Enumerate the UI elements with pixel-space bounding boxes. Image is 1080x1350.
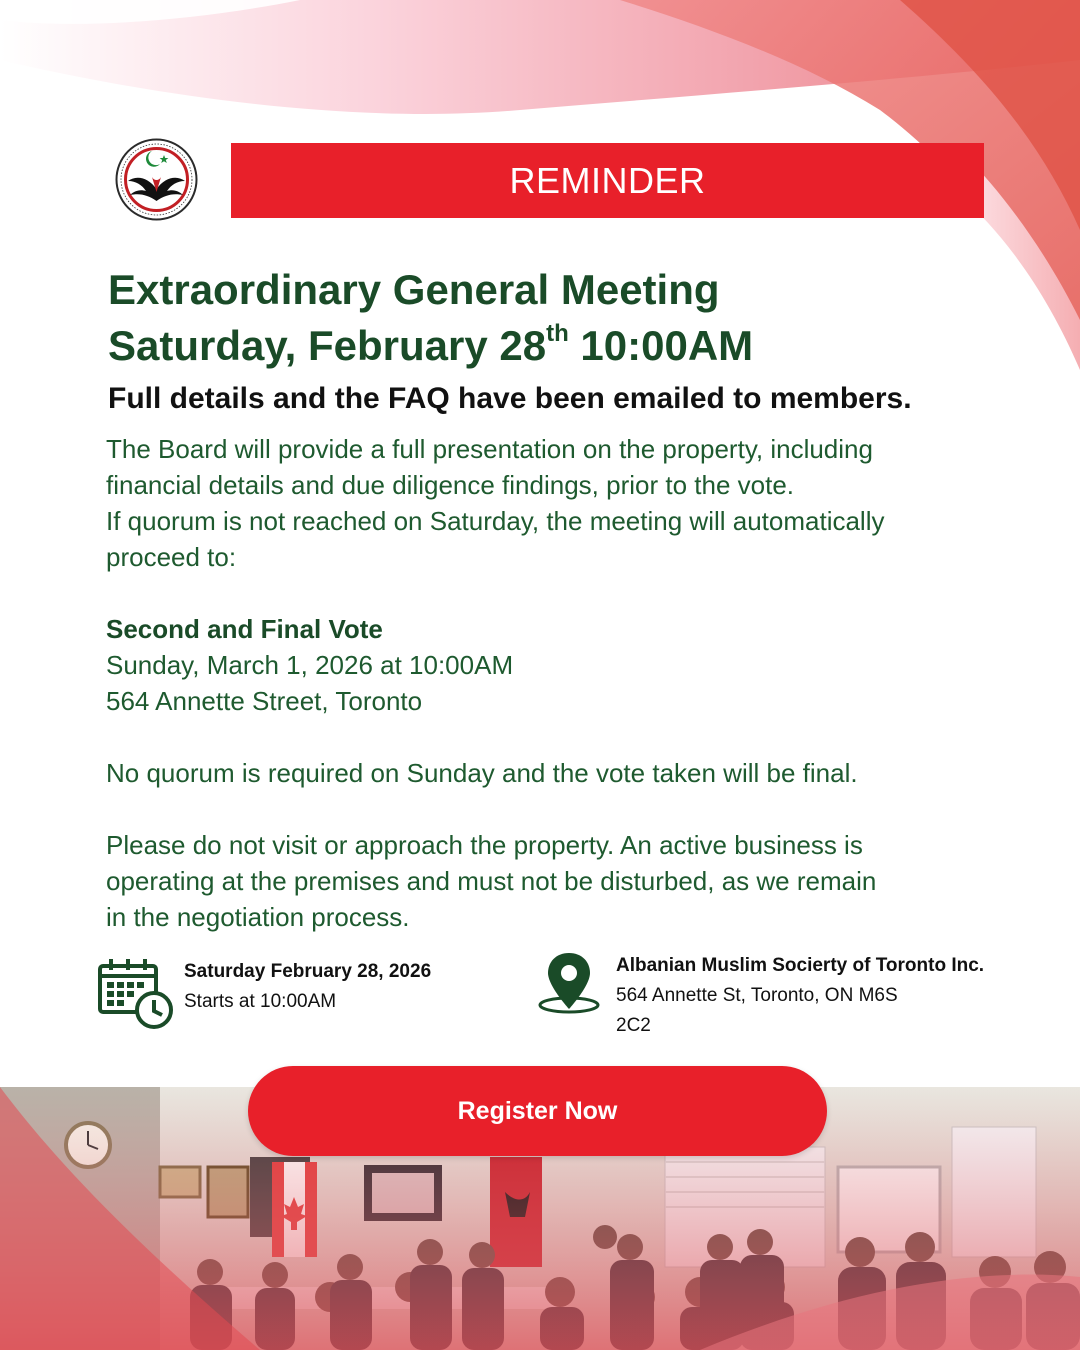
announcement-body <box>106 431 986 935</box>
society-logo <box>108 137 205 222</box>
map-pin-icon <box>538 951 600 1015</box>
event-location-info <box>538 951 1036 1041</box>
second-vote-address: 564 Annette Street, Toronto <box>106 686 423 716</box>
register-now-button[interactable] <box>248 1066 827 1156</box>
calendar-clock-icon <box>98 957 174 1033</box>
venue-address-line-2: 2C2 <box>616 1015 651 1036</box>
meeting-date: Saturday, February 28 <box>108 322 547 369</box>
second-vote-date: Sunday, March 1, 2026 at 10:00AM <box>106 650 514 680</box>
quorum-line-1: If quorum is not reached on Saturday, the meeting will automatically <box>106 506 885 536</box>
date-ordinal-suffix: th <box>546 320 569 347</box>
event-date: Saturday February 28, 2026 <box>184 961 432 982</box>
reminder-label: REMINDER <box>509 159 706 201</box>
quorum-note: No quorum is required on Sunday and the vote taken will be final. <box>106 758 858 788</box>
emailed-notice: Full details and the FAQ have been emailed to members. <box>108 382 912 415</box>
second-vote-title: Second and Final Vote <box>106 614 383 644</box>
register-now-label: Register Now <box>457 1096 618 1125</box>
event-date-info <box>98 957 431 1033</box>
presentation-line-1: The Board will provide a full presentation on the property, including <box>106 434 873 464</box>
warning-line-3: in the negotiation process. <box>106 902 410 932</box>
venue-address-line-1: 564 Annette St, Toronto, ON M6S <box>616 985 898 1006</box>
meeting-time: 10:00AM <box>568 322 754 369</box>
presentation-line-2: financial details and due diligence findings, prior to the vote. <box>106 470 794 500</box>
warning-line-2: operating at the premises and must not be disturbed, as we remain <box>106 866 877 896</box>
meeting-datetime <box>108 318 753 374</box>
meeting-title: Extraordinary General Meeting <box>108 266 720 313</box>
reminder-banner <box>231 143 984 218</box>
meeting-headline <box>108 262 753 374</box>
event-start-time: Starts at 10:00AM <box>184 991 337 1012</box>
venue-name: Albanian Muslim Socierty of Toronto Inc. <box>616 955 985 976</box>
crescent-star-eagle-emblem-icon <box>108 137 205 222</box>
quorum-line-2: proceed to: <box>106 542 237 572</box>
warning-line-1: Please do not visit or approach the property. An active business is <box>106 830 863 860</box>
